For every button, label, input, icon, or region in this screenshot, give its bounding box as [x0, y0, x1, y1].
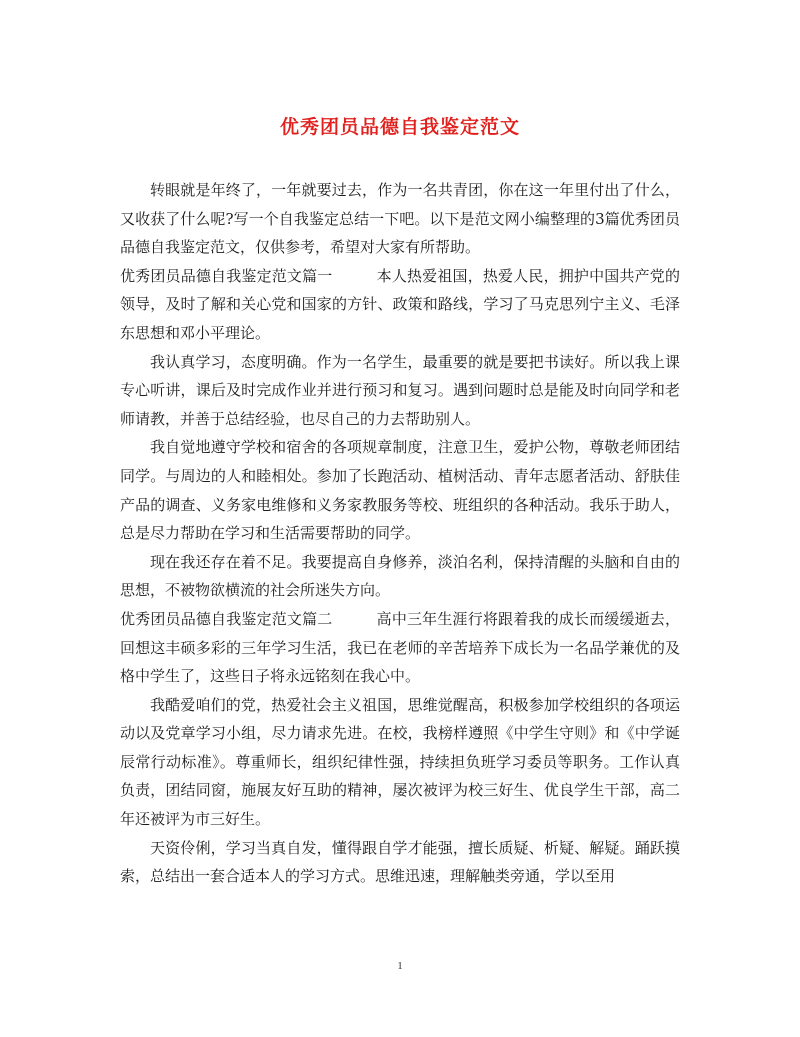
- body-paragraph: 天资伶俐，学习当真自发，懂得跟自学才能强，擅长质疑、析疑、解疑。踊跃摸索，总结出一套合适本人的学习方式。思维迅速，理解触类旁通，学以至用: [120, 838, 680, 886]
- body-paragraph: 我认真学习，态度明确。作为一名学生，最重要的就是要把书读好。所以我上课专心听讲，课后及时完成作业并进行预习和复习。遇到问题时总是能及时向同学和老师请教，并善于总结经验，也尽自己的力去帮助别人。: [120, 352, 680, 428]
- body-paragraph: 我自觉地遵守学校和宿舍的各项规章制度，注意卫生，爱护公物，尊敬老师团结同学。与周边的人和睦相处。参加了长跑活动、植树活动、青年志愿者活动、舒肤佳产品的调查、义务家电维修和义务家教服务等校、班组织的各种活动。我乐于助人，总是尽力帮助在学习和生活需要帮助的同学。: [120, 438, 680, 543]
- section-two-heading: 优秀团员品德自我鉴定范文篇二: [120, 609, 333, 628]
- section-one: [120, 262, 680, 348]
- section-two: [120, 605, 680, 691]
- body-paragraph: 现在我还存在着不足。我要提高自身修养，淡泊名利，保持清醒的头脑和自由的思想，不被物欲横流的社会所迷失方向。: [120, 552, 680, 600]
- section-two-text: 高中三年生涯行将跟着我的成长而缓缓逝去，回想这丰硕多彩的三年学习生活，我已在老师的辛苦培养下成长为一名品学兼优的及格中学生了，这些日子将永远铭刻在我心中。: [120, 609, 680, 686]
- page-number: 1: [397, 960, 403, 972]
- document-body: [120, 176, 680, 891]
- section-one-heading: 优秀团员品德自我鉴定范文篇一: [120, 266, 333, 285]
- section-one-text: 本人热爱祖国，热爱人民，拥护中国共产党的领导，及时了解和关心党和国家的方针、政策和路线，学习了马克思列宁主义、毛泽东思想和邓小平理论。: [120, 266, 680, 342]
- intro-paragraph: 转眼就是年终了，一年就要过去，作为一名共青团，你在这一年里付出了什么，又收获了什么呢?写一个自我鉴定总结一下吧。以下是范文网小编整理的3篇优秀团员品德自我鉴定范文，仅供参考，希望对大家有所帮助。: [120, 181, 680, 257]
- document-title: 优秀团员品德自我鉴定范文: [279, 116, 520, 138]
- body-paragraph: 我酷爱咱们的党，热爱社会主义祖国，思维觉醒高，积极参加学校组织的各项运动以及党章学习小组，尽力请求先进。在校，我榜样遵照《中学生守则》和《中学诞辰常行动标准》。尊重师长，组织纪律性强，持续担负班学习委员等职务。工作认真负责，团结同窗，施展友好互助的精神，屡次被评为校三好生、优良学生干部，高二年还被评为市三好生。: [120, 695, 680, 829]
